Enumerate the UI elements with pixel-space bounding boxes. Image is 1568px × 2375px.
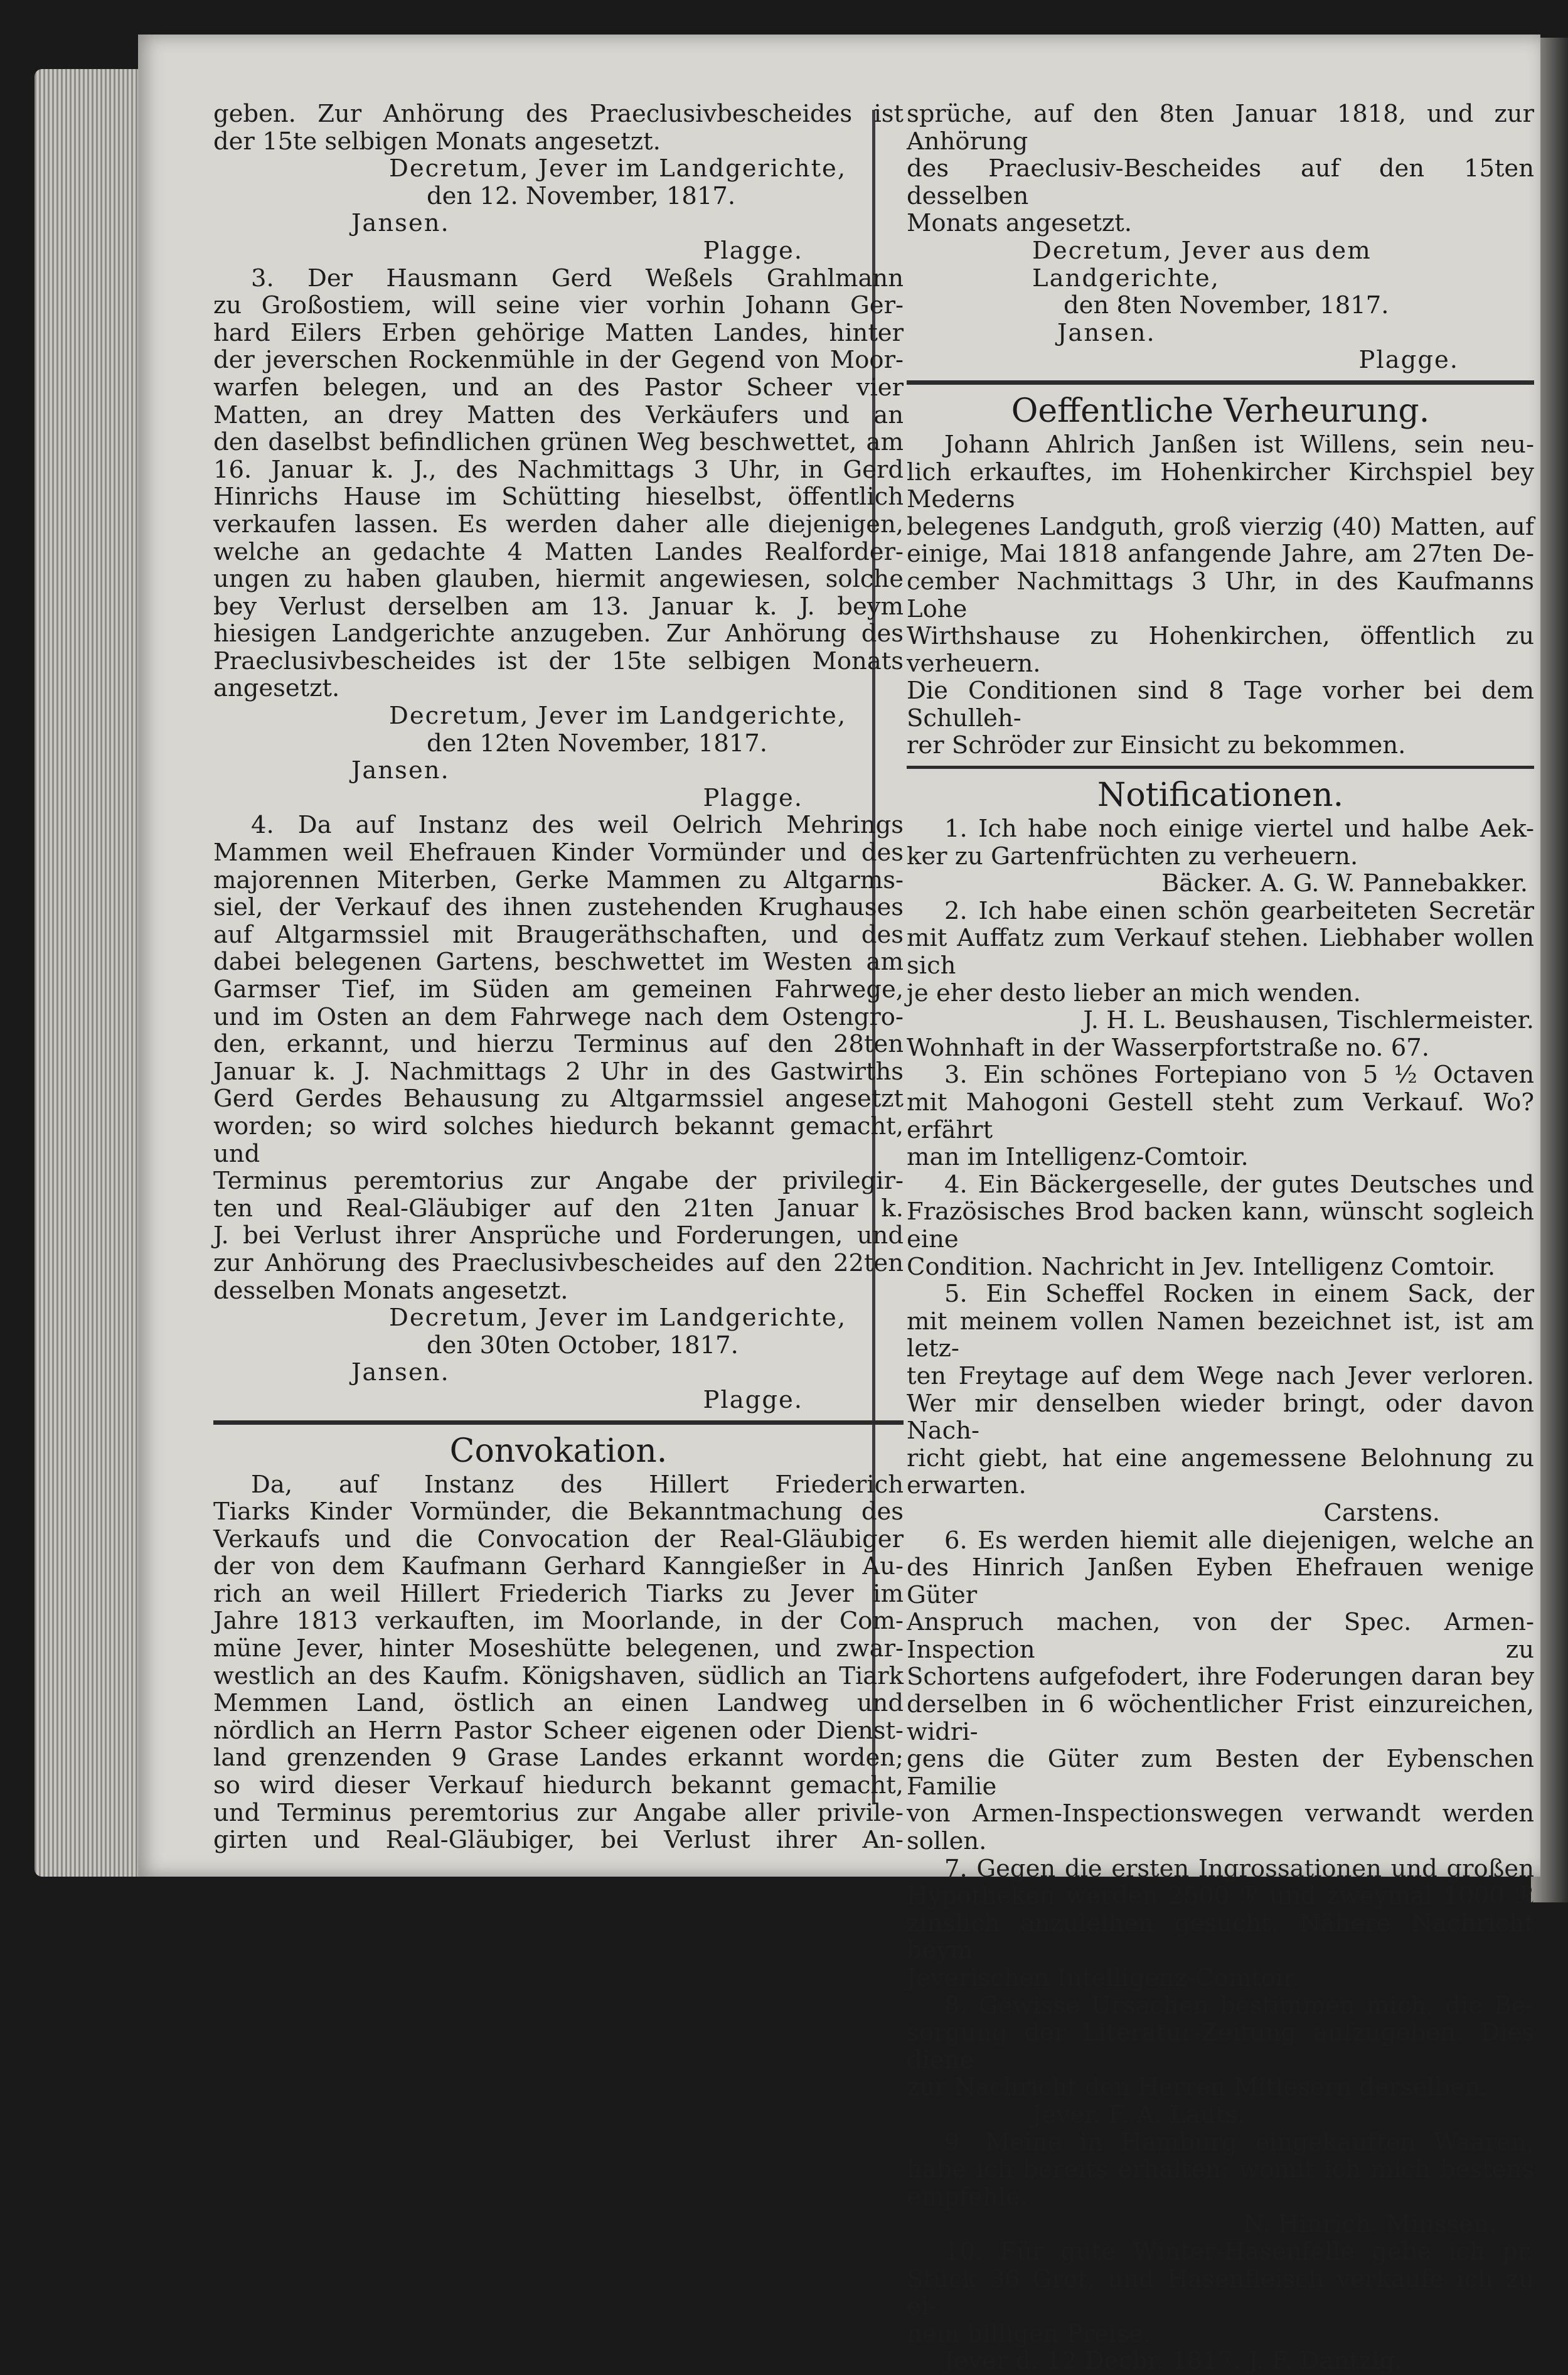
advertiser-signature: Carstens.	[1323, 1498, 1440, 1527]
section-rule	[213, 1420, 904, 1425]
notification-5	[907, 1280, 1534, 1526]
convokation-notice	[213, 1471, 904, 1854]
official-name: Jansen.	[351, 209, 450, 238]
notification-4	[907, 1171, 1534, 1280]
text-line: des Praeclusiv-Bescheides auf den 15ten desselben	[907, 154, 1534, 210]
decretum-line: Decretum, Jever im Landgerichte,	[389, 1304, 847, 1332]
text-line: richt giebt, hat eine angemessene Belohnung zu erwarten.	[907, 1444, 1534, 1500]
text-line: dabei belegenen Gartens, beschwettet im Westen am	[213, 948, 904, 977]
advertiser-signature: N. Hinrich. Minssen.	[1243, 2210, 1496, 2239]
text-line: 1. Ich habe noch einige viertel und halbe Aek-	[944, 815, 1534, 844]
decretum-date: den 12ten November, 1817.	[427, 729, 767, 758]
text-line: ten und Real-Gläubiger auf den 21ten Januar k.	[213, 1194, 904, 1223]
notification-10	[907, 2238, 1534, 2375]
text-line: einige, Mai 1818 anfangende Jahre, am 27ten De-	[907, 540, 1534, 569]
text-line: Frazösisches Brod backen kann, wünscht sogleich eine	[907, 1198, 1534, 1253]
section-heading-convokation: Convokation.	[449, 1432, 668, 1470]
text-line: nem billigen Preise.	[907, 2319, 1151, 2348]
text-line: Terminus peremtorius zur Angabe der privilegir-	[213, 1167, 904, 1196]
text-line: auf Altgarmssiel mit Braugeräthschaften, und des	[213, 920, 904, 949]
notification-2	[907, 898, 1534, 1062]
text-line: hiesigen Landgerichte anzugeben. Zur Anhörung des	[213, 619, 904, 648]
decretum-line: Decretum, Jever im Landgerichte,	[389, 702, 847, 731]
text-line: zinslich anzuleihen gesucht. Nähere Nachricht beym	[907, 1909, 1534, 1965]
section-rule	[907, 380, 1534, 385]
text-line: westlich an des Kaufm. Königshaven, südlich an Tiark	[213, 1661, 904, 1690]
notification-3	[907, 1061, 1534, 1171]
text-line: der von dem Kaufmann Gerhard Kanngießer in Au-	[213, 1552, 904, 1581]
text-line: Tiarks Kinder Vormünder, die Bekanntmachung des	[213, 1498, 904, 1526]
text-line: land grenzenden 9 Grase Landes erkannt worden;	[213, 1744, 904, 1772]
text-line: worden; so wird solches hiedurch bekannt gemacht, und	[213, 1112, 904, 1168]
notification-1	[907, 815, 1534, 898]
text-line: 2. Ich habe einen schön gearbeiteten Secretär	[944, 896, 1534, 925]
notice-end-paragraph	[213, 100, 904, 155]
text-line: von Armen-Inspectionswegen verwandt werden sollen.	[907, 1799, 1534, 1856]
text-line: 6. Es werden hiemit alle diejenigen, welche an	[944, 1526, 1534, 1555]
text-line: Jahre 1813 verkauften, im Moorlande, in der Com-	[213, 1607, 904, 1636]
text-line: 4. Da auf Instanz des weil Oelrich Mehrings	[251, 811, 904, 840]
text-line: mit meinem vollen Namen bezeichnet ist, ist am letz-	[907, 1307, 1534, 1363]
official-signature: Plagge.	[703, 1385, 803, 1414]
right-column	[907, 100, 1534, 2375]
text-line: 3. Ein schönes Fortepiano von 5 ½ Octaven	[944, 1061, 1534, 1090]
text-line: des Hinrich Janßen Eyben Ehefrauen wenige Güter	[907, 1553, 1534, 1609]
text-line: 16. Januar k. J., des Nachmittags 3 Uhr, in Gerd	[213, 455, 904, 484]
verheurung-notice	[907, 431, 1534, 759]
advertiser-signature: Jever d. 12 Decbr. 1817. J. F. Dantzig.	[944, 2347, 1403, 2375]
text-line: mit Auffatz zum Verkauf stehen. Liebhaber wollen sich	[907, 924, 1534, 980]
text-line: cember Nachmittags 3 Uhr, in des Kaufmanns Lohe	[907, 567, 1534, 623]
text-line: rer Schröder zur Einsicht zu bekommen.	[907, 731, 1406, 760]
official-signature: Plagge.	[703, 236, 803, 265]
text-line: Wirthshause zu Hohenkirchen, öffentlich zu verheuern.	[907, 622, 1534, 678]
notification-8	[907, 1992, 1534, 2129]
text-line: Gerd Gerdes Behausung zu Altgarmssiel angesetzt	[213, 1085, 904, 1113]
decretum-line: Decretum, Jever aus dem Landgerichte,	[1032, 236, 1372, 292]
official-name: Jansen.	[351, 756, 450, 785]
text-line: 7. Gegen die ersten Ingrossationen und großen	[944, 1854, 1534, 1883]
text-line: zur Anhörung des Praeclusivbescheides auf den 22ten	[213, 1248, 904, 1277]
text-line: girten und Real-Gläubiger, bei Verlust ihrer An-	[213, 1826, 904, 1855]
official-signature: Plagge.	[1358, 346, 1459, 375]
text-line: Wer mir denselben wieder bringt, oder davon Nach-	[907, 1389, 1534, 1445]
official-signature: Plagge.	[703, 783, 803, 812]
notice-3	[213, 265, 904, 703]
text-line: so wird dieser Verkauf hiedurch bekannt gemacht,	[213, 1771, 904, 1800]
text-line: gens die Güter zum Besten der Eybenschen Familie	[907, 1745, 1534, 1801]
notification-7	[907, 1855, 1534, 1992]
text-line: empfehle.	[907, 2182, 1028, 2211]
text-line: Mammen weil Ehefrauen Kinder Vormünder und des	[213, 839, 904, 867]
left-column	[213, 100, 904, 1854]
text-line: 3. Der Hausmann Gerd Weßels Grahlmann	[251, 264, 904, 292]
text-line: Hinrichs Hause im Schütting hieselbst, öffentlich	[213, 483, 904, 512]
official-name: Jansen.	[1057, 318, 1156, 347]
notice-4	[213, 812, 904, 1304]
advertiser-signature: J. H. L. Beushausen, Tischlermeister.	[1083, 1006, 1534, 1035]
section-heading-verheurung: Oeffentliche Verheurung.	[1011, 392, 1430, 430]
text-line: und im Osten an dem Fahrwege nach dem Ostengro-	[213, 1002, 904, 1031]
text-line: den, erkannt, und hierzu Terminus auf den 28ten	[213, 1030, 904, 1059]
section-rule	[907, 766, 1534, 769]
text-line: 10. Für gute Winter-Hasenfelle gebe ich pr.	[944, 2237, 1534, 2266]
text-line: geben. Zur Anhörung des Praeclusivbescheides ist	[213, 100, 904, 128]
text-line: nördlich an Herrn Pastor Scheer eigenen oder Dienst-	[213, 1716, 904, 1745]
text-line: bey Verlust derselben am 13. Januar k. J. beym	[213, 592, 904, 621]
newspaper-page	[138, 35, 1540, 2375]
text-line: und Terminus peremtorius zur Angabe aller privile-	[213, 1798, 904, 1827]
decretum-date: den 8ten November, 1817.	[1064, 291, 1389, 320]
text-line: J. bei Verlust ihrer Ansprüche und Forderungen, und	[213, 1221, 904, 1250]
official-name: Jansen.	[351, 1358, 450, 1387]
text-line: Hypotheken werden 2500 ℛ und zweymal 1000 ℛ	[907, 1882, 1534, 1911]
text-line: zu Großostiem, will seine vier vorhin Johann Ger-	[213, 291, 904, 320]
text-line: ungen zu haben glauben, hiermit angewiesen, solche	[213, 565, 904, 594]
text-line: Jeverischen Intelligenz-Comtoir.	[907, 1964, 1300, 1992]
text-line: mit Mahogoni Gestell steht zum Verkauf. Wo? erfährt	[907, 1088, 1534, 1144]
text-line: man im Intelligenz-Comtoir.	[907, 1143, 1249, 1172]
text-line: der 15te selbigen Monats angesetzt.	[213, 127, 661, 156]
text-line: belegenes Landguth, groß vierzig (40) Matten, auf	[907, 512, 1534, 541]
text-line: Johann Ahlrich Janßen ist Willens, sein neu-	[944, 430, 1534, 459]
notice-continuation	[907, 100, 1534, 237]
text-line: Anspruch machen, von der Spec. Armen-Inspection zu	[907, 1608, 1534, 1664]
text-line: Januar k. J. Nachmittags 2 Uhr in des Gastwirths	[213, 1057, 904, 1086]
text-line: welche an gedachte 4 Matten Landes Realforder-	[213, 537, 904, 566]
text-line: 8. Gewisse Ursachen bestimmen mich, die Be-	[944, 1991, 1534, 2020]
text-line: Praeclusivbescheides ist der 15te selbigen Monats	[213, 646, 904, 675]
text-line: Verkaufs und die Convocation der Real-Gläubiger	[213, 1525, 904, 1553]
text-line: sorgung der Literatur-Zeitung aufzugeben. Dies diene	[907, 2018, 1534, 2074]
text-line: desselben Monats angesetzt.	[213, 1276, 568, 1305]
text-line: Stück 36 Grot, und Hasenfleisch verkaufe ich zu ei-	[907, 2265, 1534, 2321]
text-line: Garmser Tief, im Süden am gemeinen Fahrwege,	[213, 975, 904, 1004]
notification-6	[907, 1527, 1534, 1855]
advertiser-signature: Bäcker. A. G. W. Pannebakker.	[1161, 869, 1528, 898]
text-line: Die Conditionen sind 8 Tage vorher bei dem Schulleh-	[907, 677, 1534, 732]
advertiser-address: Wohnhaft in der Wasserpfortstraße no. 67.	[907, 1033, 1430, 1062]
text-line: Matten, an drey Matten des Verkäufers und an	[213, 400, 904, 429]
text-line: der jeverschen Rockenmühle in der Gegend von Moor-	[213, 346, 904, 375]
text-line: Monats angesetzt.	[907, 209, 1133, 238]
text-line: siel, der Verkauf des ihnen zustehenden Krughauses	[213, 893, 904, 922]
decretum-date: den 12. November, 1817.	[427, 181, 736, 210]
text-line: Da, auf Instanz des Hillert Friederich	[251, 1470, 904, 1499]
decretum-date: den 30ten October, 1817.	[427, 1331, 739, 1359]
notification-9	[907, 2129, 1534, 2238]
text-line: müne Jever, hinter Moseshütte belegenen, und zwar-	[213, 1634, 904, 1663]
text-line: verkaufen lassen. Es werden daher alle diejenigen,	[213, 510, 904, 539]
text-line: 4. Ein Bäckergeselle, der gutes Deutsches und	[944, 1170, 1534, 1199]
text-line: 9. Meine in Hamburg eingekauften Waaren,	[944, 2128, 1534, 2157]
decretum-line: Decretum, Jever im Landgerichte,	[389, 154, 847, 183]
text-line: hard Eilers Erben gehörige Matten Landes, hinter	[213, 318, 904, 347]
text-line: angesetzt.	[213, 674, 340, 703]
text-line: ten Freytage auf dem Wege nach Jever verloren.	[907, 1361, 1534, 1390]
text-line: ker zu Gartenfrüchten zu verheuern.	[907, 842, 1358, 871]
text-line: lich erkauftes, im Hohenkircher Kirchspiel bey Mederns	[907, 458, 1534, 514]
text-line: derselben in 6 wöchentlicher Frist einzureichen, widri-	[907, 1690, 1534, 1746]
text-line: Memmen Land, östlich an einen Landweg und	[213, 1689, 904, 1718]
text-line: sprüche, auf den 8ten Januar 1818, und zur Anhörung	[907, 100, 1534, 156]
advertiser-signature: Jever. F. A. Lauts.	[1032, 2100, 1245, 2129]
text-line: 5. Ein Scheffel Rocken in einem Sack, der	[944, 1280, 1534, 1309]
text-line: majorennen Miterben, Gerke Mammen zu Altgarms-	[213, 866, 904, 894]
section-heading-notificationen: Notificationen.	[1097, 776, 1344, 815]
text-line: je eher desto lieber an mich wenden.	[907, 978, 1361, 1007]
text-line: warfen belegen, und an des Pastor Scheer vier	[213, 373, 904, 402]
text-line: rich an weil Hillert Friederich Tiarks zu Jever im	[213, 1579, 904, 1608]
book-page-edges	[35, 69, 141, 1877]
text-line: den daselbst befindlichen grünen Weg beschwettet, am	[213, 428, 904, 457]
text-line: zur Nachricht den Herren Mitlesern derselben.	[907, 2073, 1488, 2102]
text-line: Condition. Nachricht in Jev. Intelligenz Comtoir.	[907, 1252, 1496, 1281]
text-line: Schortens aufgefodert, ihre Foderungen daran bey	[907, 1663, 1534, 1691]
text-line: habe ich bereits erhalten; womit ich mich bestens	[907, 2155, 1534, 2184]
